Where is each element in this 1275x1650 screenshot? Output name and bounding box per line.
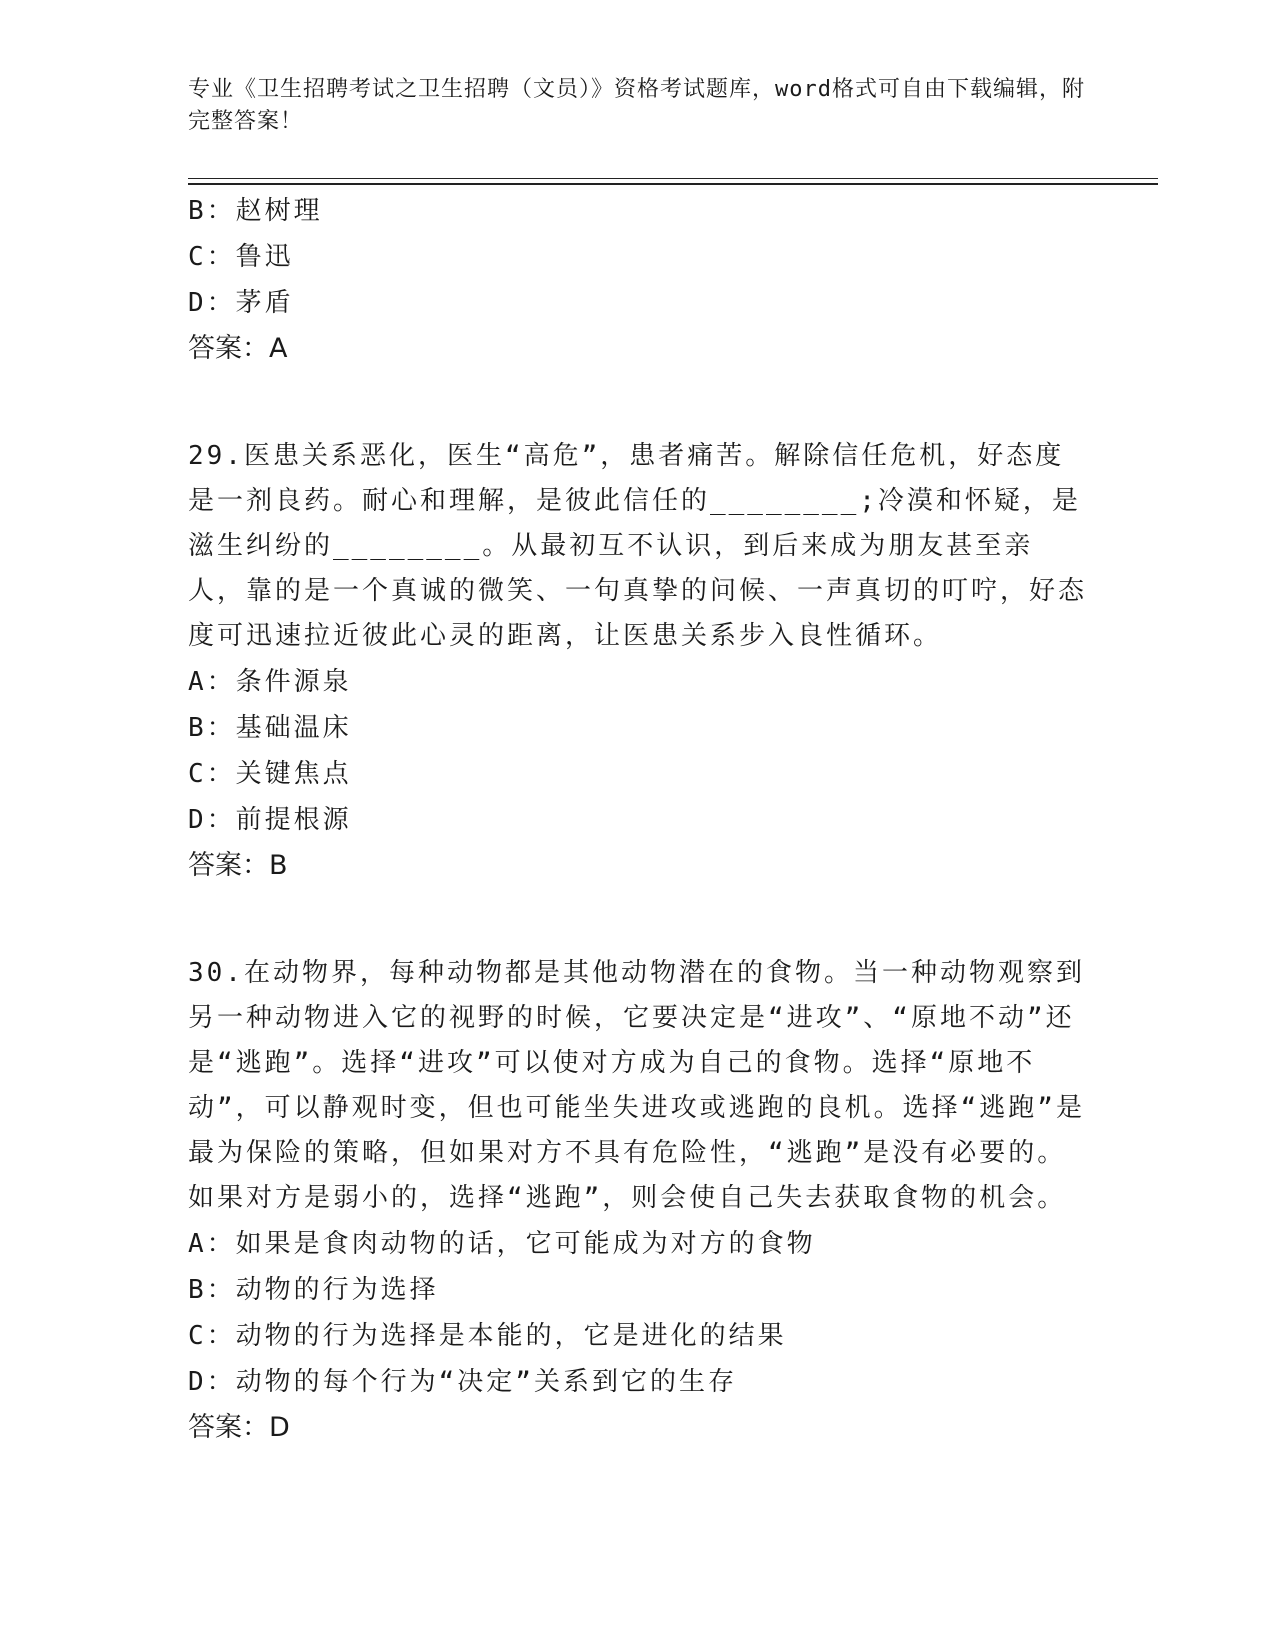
header-divider (188, 178, 1158, 179)
option-a: A：条件源泉 (188, 667, 352, 697)
answer-line: 答案：B (188, 850, 288, 881)
option-b: B：基础温床 (188, 713, 352, 743)
option-d: D：茅盾 (188, 288, 294, 318)
question-text: 29.医患关系恶化，医生“高危”，患者痛苦。解除信任危机，好态度是一剂良药。耐心和理解，是彼此信任的________;冷漠和怀疑，是滋生纠纷的________。从最初互不认识，到后来成为朋友甚至亲人，靠的是一个真诚的微笑、一句真挚的问候、一声真切的叮咛，好态度可迅速拉近彼此心灵的距离，让医患关系步入良性循环。 (188, 441, 1088, 651)
question-text: 30.在动物界，每种动物都是其他动物潜在的食物。当一种动物观察到另一种动物进入它的视野的时候，它要决定是“进攻”、“原地不动”还是“逃跑”。选择“进攻”可以使对方成为自己的食物。选择“原地不动”，可以静观时变，但也可能坐失进攻或逃跑的良机。选择“逃跑”是最为保险的策略，但如果对方不具有危险性，“逃跑”是没有必要的。如果对方是弱小的，选择“逃跑”，则会使自己失去获取食物的机会。 (188, 958, 1085, 1213)
option-b: B：动物的行为选择 (188, 1275, 439, 1305)
document-body (188, 188, 1088, 1451)
question-30 (188, 951, 1088, 1451)
header-divider-thick (188, 183, 1158, 185)
option-a: A：如果是食肉动物的话，它可能成为对方的食物 (188, 1229, 816, 1259)
option-c: C：鲁迅 (188, 242, 294, 272)
option-c: C：动物的行为选择是本能的，它是进化的结果 (188, 1321, 787, 1351)
option-d: D：动物的每个行为“决定”关系到它的生存 (188, 1367, 737, 1397)
option-b: B：赵树理 (188, 196, 323, 226)
question-29 (188, 434, 1088, 889)
answer-line: 答案：A (188, 333, 288, 364)
answer-line: 答案：D (188, 1412, 290, 1443)
document-header: 专业《卫生招聘考试之卫生招聘（文员）》资格考试题库，word格式可自由下载编辑，附完整答案！ (188, 77, 1085, 134)
previous-question (188, 188, 1088, 372)
option-d: D：前提根源 (188, 805, 352, 835)
spacer (188, 372, 1088, 434)
spacer (188, 889, 1088, 951)
option-c: C：关键焦点 (188, 759, 352, 789)
